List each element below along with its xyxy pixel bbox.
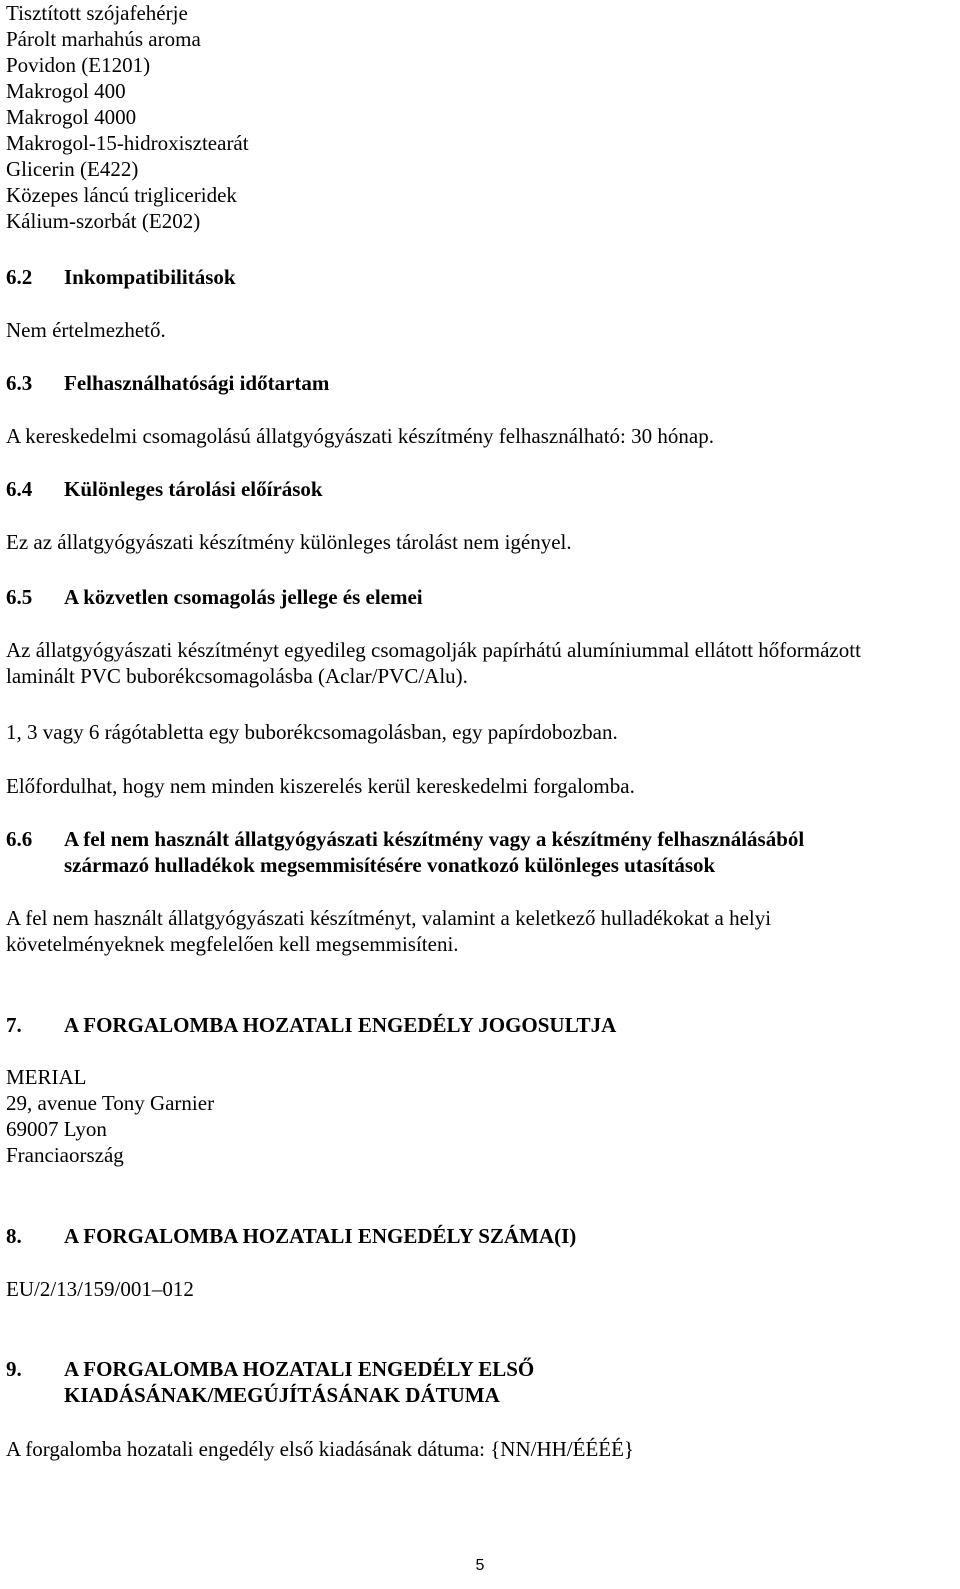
section-6-3-text: A kereskedelmi csomagolású állatgyógyászati készítmény felhasználható: 30 hónap. xyxy=(6,424,714,448)
section-title-line: A fel nem használt állatgyógyászati készítmény vagy a készítmény felhasználásából xyxy=(64,827,805,851)
ingredient-item: Tisztított szójafehérje xyxy=(6,1,188,25)
ingredient-item: Kálium-szorbát (E202) xyxy=(6,209,201,233)
section-6-5-paragraph-3: Előfordulhat, hogy nem minden kiszerelés kerül kereskedelmi forgalomba. xyxy=(6,774,635,798)
section-number: 9. xyxy=(6,1357,22,1381)
section-title: A közvetlen csomagolás jellege és elemei xyxy=(64,585,423,609)
ingredient-item: Povidon (E1201) xyxy=(6,53,151,77)
section-number: 6.5 xyxy=(6,585,33,609)
authorisation-number: EU/2/13/159/001–012 xyxy=(6,1277,194,1301)
section-number: 6.6 xyxy=(6,827,33,851)
section-6-5-paragraph-1 xyxy=(6,637,956,689)
address-line: MERIAL xyxy=(6,1065,87,1089)
section-title: Felhasználhatósági időtartam xyxy=(64,371,330,395)
section-number: 8. xyxy=(6,1224,22,1248)
section-title-line: A FORGALOMBA HOZATALI ENGEDÉLY ELSŐ xyxy=(64,1357,535,1381)
paragraph-line: követelményeknek megfelelően kell megsemmisíteni. xyxy=(6,932,459,956)
section-title-line: KIADÁSÁNAK/MEGÚJÍTÁSÁNAK DÁTUMA xyxy=(64,1383,500,1407)
section-title xyxy=(64,826,956,878)
section-title: Inkompatibilitások xyxy=(64,265,236,289)
ingredient-item: Glicerin (E422) xyxy=(6,157,139,181)
paragraph-line: A fel nem használt állatgyógyászati készítményt, valamint a keletkező hulladékokat a helyi xyxy=(6,906,772,930)
section-6-5-heading xyxy=(6,584,956,610)
ingredient-item: Makrogol 4000 xyxy=(6,105,137,129)
ingredient-list xyxy=(6,0,956,234)
section-6-3-heading xyxy=(6,370,956,396)
ingredient-item: Makrogol 400 xyxy=(6,79,126,103)
holder-address xyxy=(6,1064,956,1168)
page-number: 5 xyxy=(475,1557,485,1574)
section-8-heading xyxy=(6,1223,956,1249)
address-line: Franciaország xyxy=(6,1143,124,1167)
section-6-6-text xyxy=(6,905,956,957)
section-title: A FORGALOMBA HOZATALI ENGEDÉLY SZÁMA(I) xyxy=(64,1224,577,1248)
section-6-2-text: Nem értelmezhető. xyxy=(6,318,166,342)
section-title: A FORGALOMBA HOZATALI ENGEDÉLY JOGOSULTJA xyxy=(64,1013,617,1037)
section-number: 7. xyxy=(6,1013,22,1037)
address-line: 69007 Lyon xyxy=(6,1117,107,1141)
section-7-heading xyxy=(6,1012,956,1038)
section-9-heading xyxy=(6,1356,956,1408)
section-6-6-heading xyxy=(6,826,956,878)
address-line: 29, avenue Tony Garnier xyxy=(6,1091,215,1115)
ingredient-item: Közepes láncú trigliceridek xyxy=(6,183,237,207)
section-6-5-paragraph-2: 1, 3 vagy 6 rágótabletta egy buborékcsomagolásban, egy papírdobozban. xyxy=(6,720,618,744)
ingredient-item: Makrogol-15-hidroxisztearát xyxy=(6,131,249,155)
section-6-2-heading xyxy=(6,264,956,290)
section-title: Különleges tárolási előírások xyxy=(64,477,323,501)
section-number: 6.3 xyxy=(6,371,33,395)
section-title xyxy=(64,1356,956,1408)
section-title-line: származó hulladékok megsemmisítésére vonatkozó különleges utasítások xyxy=(64,853,716,877)
section-6-4-text: Ez az állatgyógyászati készítmény különleges tárolást nem igényel. xyxy=(6,530,572,554)
section-number: 6.4 xyxy=(6,477,33,501)
ingredient-item: Párolt marhahús aroma xyxy=(6,27,201,51)
section-number: 6.2 xyxy=(6,265,33,289)
section-6-4-heading xyxy=(6,476,956,502)
paragraph-line: laminált PVC buborékcsomagolásba (Aclar/PVC/Alu). xyxy=(6,664,468,688)
first-authorisation-date: A forgalomba hozatali engedély első kiadásának dátuma: {NN/HH/ÉÉÉÉ} xyxy=(6,1437,635,1461)
paragraph-line: Az állatgyógyászati készítményt egyedileg csomagolják papírhátú alumíniummal ellátott hőformázott xyxy=(6,638,861,662)
